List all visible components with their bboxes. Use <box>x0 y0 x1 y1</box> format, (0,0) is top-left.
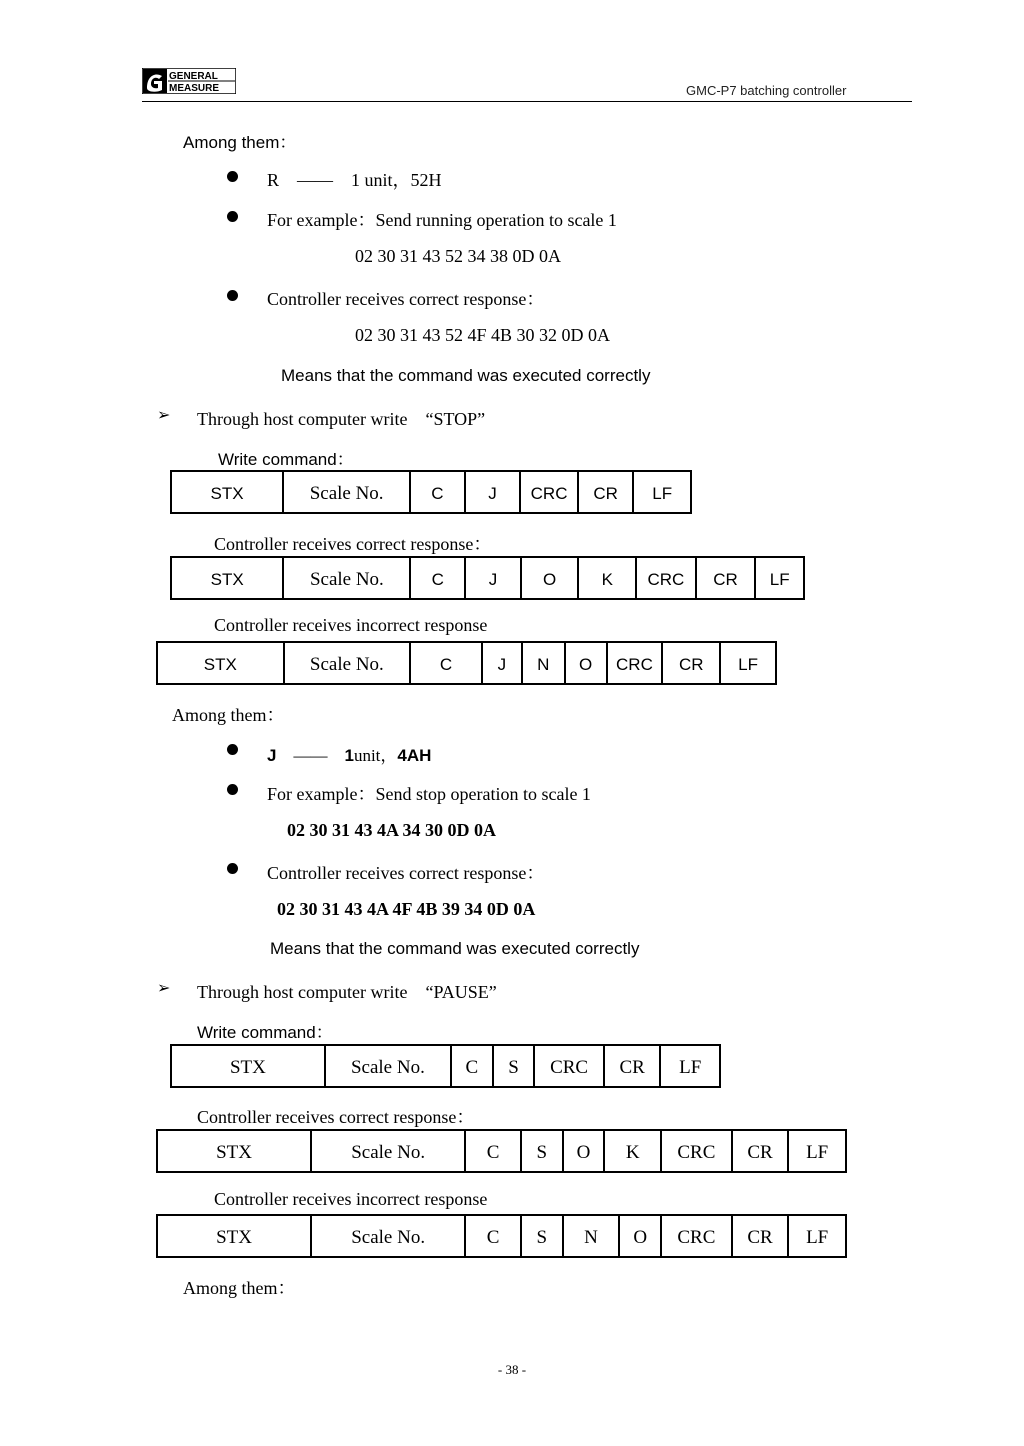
stop-correct-response-label: Controller receives correct response： <box>214 534 492 554</box>
frame-cell: CR <box>579 472 635 512</box>
frame-cell: CR <box>733 1131 790 1171</box>
svg-text:MEASURE: MEASURE <box>169 83 220 94</box>
frame-cell: CR <box>663 643 721 683</box>
stop-correct-response-table <box>170 556 805 600</box>
stop-response-code: 02 30 31 43 4A 4F 4B 39 34 0D 0A <box>277 899 536 919</box>
frame-cell: C <box>466 1131 522 1171</box>
stop-write-command-label: Write command： <box>218 450 354 469</box>
frame-cell: C <box>452 1046 494 1086</box>
frame-cell: LF <box>738 655 758 674</box>
frame-cell: Scale No. <box>326 1046 452 1086</box>
page-number: - 38 - <box>497 1362 527 1377</box>
frame-cell: LF <box>769 570 790 589</box>
frame-cell: STX <box>158 1216 312 1256</box>
frame-cell: O <box>522 558 580 598</box>
frame-cell: STX <box>172 472 284 512</box>
frame-cell: CRC <box>608 643 664 683</box>
stop-example-label: For example：Send stop operation to scale 1 <box>267 784 591 804</box>
pause-write-command-table <box>170 1044 721 1088</box>
frame-cell: Scale No. <box>284 558 411 598</box>
frame-cell: S <box>522 1131 564 1171</box>
bullet-icon <box>227 290 238 301</box>
among-them-label: Among them： <box>183 1278 296 1298</box>
stop-section-title: Through host computer write “STOP” <box>197 409 486 429</box>
stop-code-definition: J —— 1unit，4AH <box>267 746 432 765</box>
run-response-label: Controller receives correct response： <box>267 289 545 309</box>
among-them-label: Among them： <box>172 705 285 725</box>
frame-cell: Scale No. <box>312 1216 466 1256</box>
frame-cell: STX <box>172 1046 326 1086</box>
frame-cell: O <box>566 643 608 683</box>
among-them-label: Among them： <box>183 133 297 152</box>
frame-cell: O <box>620 1216 662 1256</box>
frame-cell: J <box>466 558 522 598</box>
frame-cell: O <box>564 1131 606 1171</box>
frame-cell: Scale No. <box>312 1131 466 1171</box>
frame-cell: LF <box>652 484 673 503</box>
frame-cell: N <box>564 1216 621 1256</box>
frame-cell: CR <box>733 1216 790 1256</box>
stop-incorrect-response-label: Controller receives incorrect response <box>214 615 488 635</box>
pause-correct-response-table <box>156 1129 847 1173</box>
header-divider <box>142 101 912 102</box>
arrow-bullet-icon: ➢ <box>157 407 171 424</box>
bullet-icon <box>227 784 238 795</box>
frame-cell: CRC <box>662 1131 733 1171</box>
frame-cell: STX <box>172 558 284 598</box>
frame-cell: Scale No. <box>285 643 412 683</box>
frame-cell: CR <box>605 1046 662 1086</box>
frame-cell: CRC <box>521 472 579 512</box>
frame-cell: LF <box>806 1142 829 1163</box>
frame-cell: CRC <box>662 1216 733 1256</box>
company-logo <box>142 68 236 94</box>
stop-means-text: Means that the command was executed correctly <box>270 939 640 958</box>
frame-cell: K <box>579 558 637 598</box>
frame-cell: C <box>411 643 483 683</box>
frame-cell: N <box>523 643 566 683</box>
bullet-icon <box>227 744 238 755</box>
frame-cell: S <box>522 1216 564 1256</box>
pause-correct-response-label: Controller receives correct response： <box>197 1107 475 1127</box>
bullet-icon <box>227 863 238 874</box>
frame-cell: S <box>494 1046 536 1086</box>
run-means-text: Means that the command was executed correctly <box>281 366 651 385</box>
bullet-icon <box>227 211 238 222</box>
stop-response-label: Controller receives correct response： <box>267 863 545 883</box>
frame-cell: C <box>411 558 466 598</box>
frame-cell: STX <box>158 643 285 683</box>
run-example-code: 02 30 31 43 52 34 38 0D 0A <box>355 246 561 266</box>
frame-cell: C <box>411 472 466 512</box>
frame-cell: STX <box>158 1131 312 1171</box>
frame-cell: LF <box>679 1057 702 1078</box>
stop-incorrect-response-table <box>156 641 777 685</box>
bullet-icon <box>227 171 238 182</box>
arrow-bullet-icon: ➢ <box>157 980 171 997</box>
pause-section-title: Through host computer write “PAUSE” <box>197 982 497 1002</box>
run-code-definition: R —— 1 unit，52H <box>267 170 442 190</box>
pause-incorrect-response-table <box>156 1214 847 1258</box>
run-response-code: 02 30 31 43 52 4F 4B 30 32 0D 0A <box>355 325 611 345</box>
frame-cell: K <box>605 1131 662 1171</box>
document-title: GMC-P7 batching controller <box>686 83 847 98</box>
frame-cell: CR <box>697 558 757 598</box>
frame-cell: C <box>466 1216 522 1256</box>
frame-cell: J <box>466 472 522 512</box>
frame-cell: CRC <box>535 1046 605 1086</box>
stop-example-code: 02 30 31 43 4A 34 30 0D 0A <box>287 820 497 840</box>
frame-cell: J <box>483 643 523 683</box>
frame-cell: CRC <box>637 558 697 598</box>
pause-incorrect-response-label: Controller receives incorrect response <box>214 1189 488 1209</box>
pause-write-command-label: Write command： <box>197 1023 333 1042</box>
frame-cell: LF <box>806 1227 829 1248</box>
frame-cell: Scale No. <box>284 472 411 512</box>
svg-text:GENERAL: GENERAL <box>169 71 218 82</box>
run-example-label: For example：Send running operation to scale 1 <box>267 210 617 230</box>
stop-write-command-table <box>170 470 692 514</box>
